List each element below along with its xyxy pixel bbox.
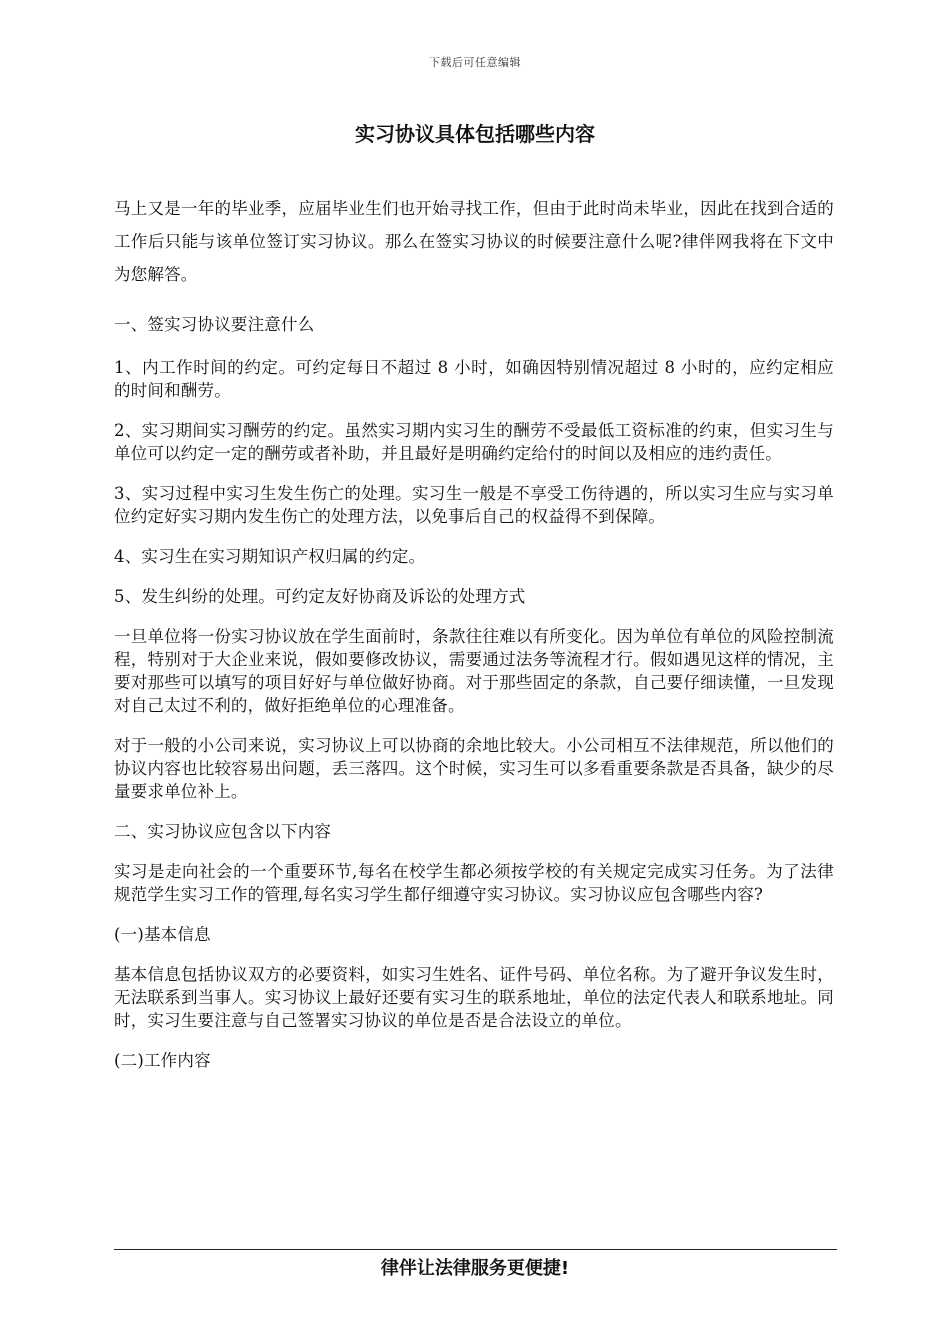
- footer-divider: [114, 1249, 837, 1250]
- list-item-2: 2、实习期间实习酬劳的约定。虽然实习期内实习生的酬劳不受最低工资标准的约束，但实习生与单位可以约定一定的酬劳或者补助，并且最好是明确约定给付的时间以及相应的违约责任。: [114, 421, 834, 463]
- document-title: 实习协议具体包括哪些内容: [355, 122, 595, 146]
- intro-paragraph: 马上又是一年的毕业季，应届毕业生们也开始寻找工作，但由于此时尚未毕业，因此在找到合适的工作后只能与该单位签订实习协议。那么在签实习协议的时候要注意什么呢?律伴网我将在下文中为您解答。: [114, 199, 834, 284]
- body-paragraph: 基本信息包括协议双方的必要资料，如实习生姓名、证件号码、单位名称。为了避开争议发生时，无法联系到当事人。实习协议上最好还要有实习生的联系地址，单位的法定代表人和联系地址。同时，实习生要注意与自己签署实习协议的单位是否是合法设立的单位。: [114, 965, 834, 1030]
- list-item-5: 5、发生纠纷的处理。可约定友好协商及诉讼的处理方式: [114, 587, 526, 606]
- document-body: [114, 192, 834, 1089]
- subsection-heading-2: (二)工作内容: [114, 1051, 211, 1070]
- header-note: 下载后可任意编辑: [429, 56, 521, 69]
- subsection-heading-1: (一)基本信息: [114, 925, 211, 944]
- body-paragraph: 一旦单位将一份实习协议放在学生面前时，条款往往难以有所变化。因为单位有单位的风险控制流程，特别对于大企业来说，假如要修改协议，需要通过法务等流程才行。假如遇见这样的情况，主要对那些可以填写的项目好好与单位做好协商。对于那些固定的条款，自己要仔细读懂，一旦发现对自己太过不利的，做好拒绝单位的心理准备。: [114, 627, 834, 715]
- body-paragraph: 对于一般的小公司来说，实习协议上可以协商的余地比较大。小公司相互不法律规范，所以他们的协议内容也比较容易出问题，丢三落四。这个时候，实习生可以多看重要条款是否具备，缺少的尽量要求单位补上。: [114, 736, 834, 801]
- list-item-4: 4、实习生在实习期知识产权归属的约定。: [114, 547, 426, 566]
- section-heading-2: 二、实习协议应包含以下内容: [114, 822, 332, 841]
- body-paragraph: 实习是走向社会的一个重要环节,每名在校学生都必须按学校的有关规定完成实习任务。为了法律规范学生实习工作的管理,每名实习学生都仔细遵守实习协议。实习协议应包含哪些内容?: [114, 862, 834, 904]
- footer-slogan: 律伴让法律服务更便捷!: [380, 1258, 570, 1279]
- list-item-3: 3、实习过程中实习生发生伤亡的处理。实习生一般是不享受工伤待遇的，所以实习生应与实习单位约定好实习期内发生伤亡的处理方法，以免事后自己的权益得不到保障。: [114, 484, 834, 526]
- section-heading-1: 一、签实习协议要注意什么: [114, 315, 315, 334]
- list-item-1: 1、内工作时间的约定。可约定每日不超过 8 小时，如确因特别情况超过 8 小时的，应约定相应的时间和酬劳。: [114, 358, 834, 400]
